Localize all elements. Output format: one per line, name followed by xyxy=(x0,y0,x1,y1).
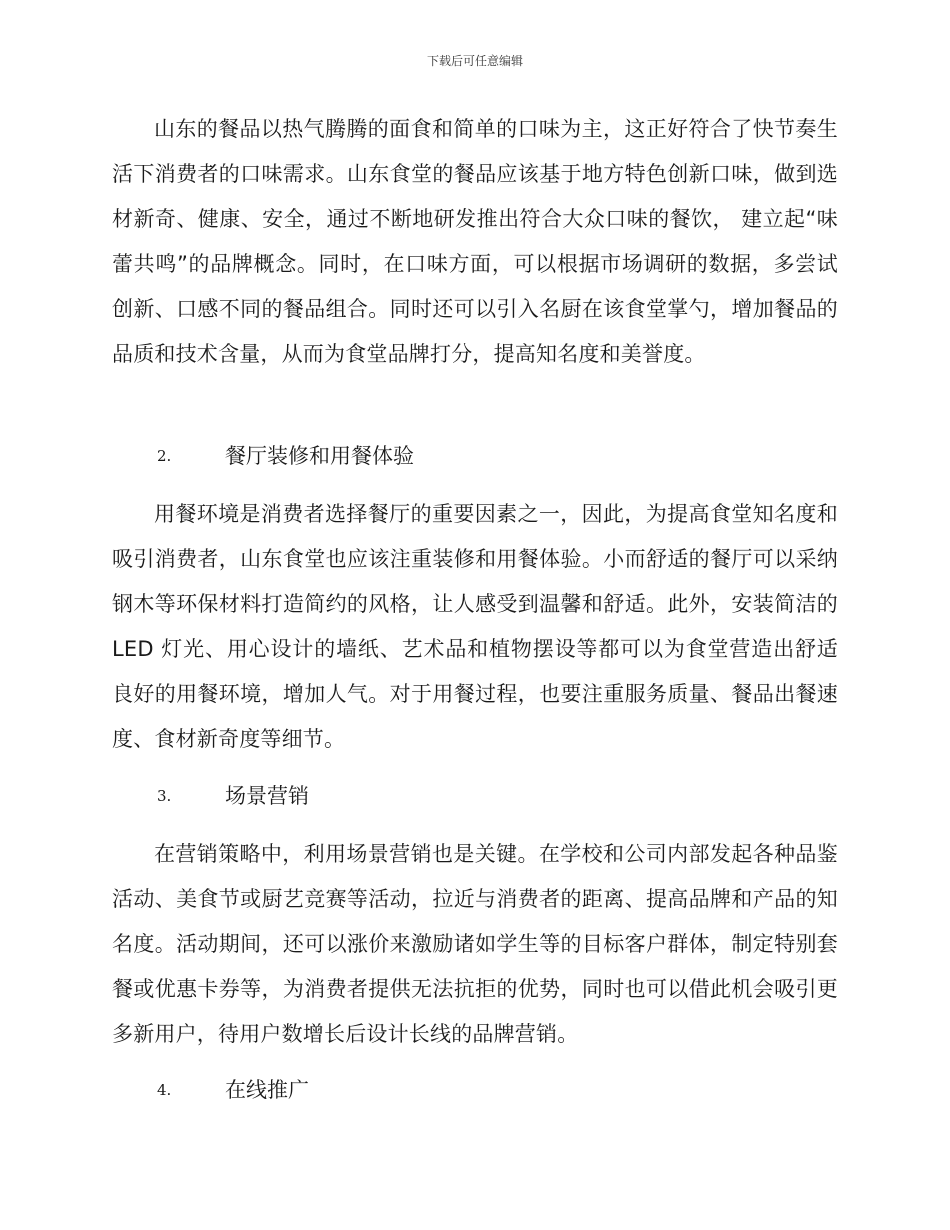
section-heading-decoration xyxy=(157,436,414,476)
section-number: 2. xyxy=(157,447,172,465)
section-number: 4. xyxy=(157,1081,172,1099)
section-title: 在线推广 xyxy=(225,1078,309,1102)
section-heading-online-promotion xyxy=(157,1070,309,1110)
section-title: 场景营销 xyxy=(225,784,309,808)
page-header-note: 下载后可任意编辑 xyxy=(426,54,523,68)
paragraph-decoration: 用餐环境是消费者选择餐厅的重要因素之一，因此，为提高食堂知名度和吸引消费者，山东食堂也应该注重装修和用餐体验。小而舒适的餐厅可以采纳钢木等环保材料打造简约的风格，让人感受到温馨和舒适。此外，安装简洁的 LED 灯光、用心设计的墙纸、艺术品和植物摆设等都可以为食堂营造出舒适良好的用餐环境，增加人气。对于用餐过程，也要注重服务质量、餐品出餐速度、食材新奇度等细节。 xyxy=(112,502,838,751)
section-number: 3. xyxy=(157,787,172,805)
paragraph-scene-marketing: 在营销策略中，利用场景营销也是关键。在学校和公司内部发起各种品鉴活动、美食节或厨艺竞赛等活动，拉近与消费者的距离、提高品牌和产品的知名度。活动期间，还可以涨价来激励诸如学生等的目标客户群体，制定特别套餐或优惠卡券等，为消费者提供无法抗拒的优势，同时也可以借此机会吸引更多新用户，待用户数增长后设计长线的品牌营销。 xyxy=(112,842,838,1046)
section-title: 餐厅装修和用餐体验 xyxy=(225,444,414,468)
paragraph-flavor: 山东的餐品以热气腾腾的面食和简单的口味为主，这正好符合了快节奏生活下消费者的口味需求。山东食堂的餐品应该基于地方特色创新口味，做到选材新奇、健康、安全，通过不断地研发推出符合大众口味的餐饮， 建立起“味蕾共鸣”的品牌概念。同时，在口味方面，可以根据市场调研的数据，多尝试创新、口感不同的餐品组合。同时还可以引入名厨在该食堂掌勺，增加餐品的品质和技术含量，从而为食堂品牌打分，提高知名度和美誉度。 xyxy=(112,117,838,366)
section-heading-scene-marketing xyxy=(157,776,309,816)
